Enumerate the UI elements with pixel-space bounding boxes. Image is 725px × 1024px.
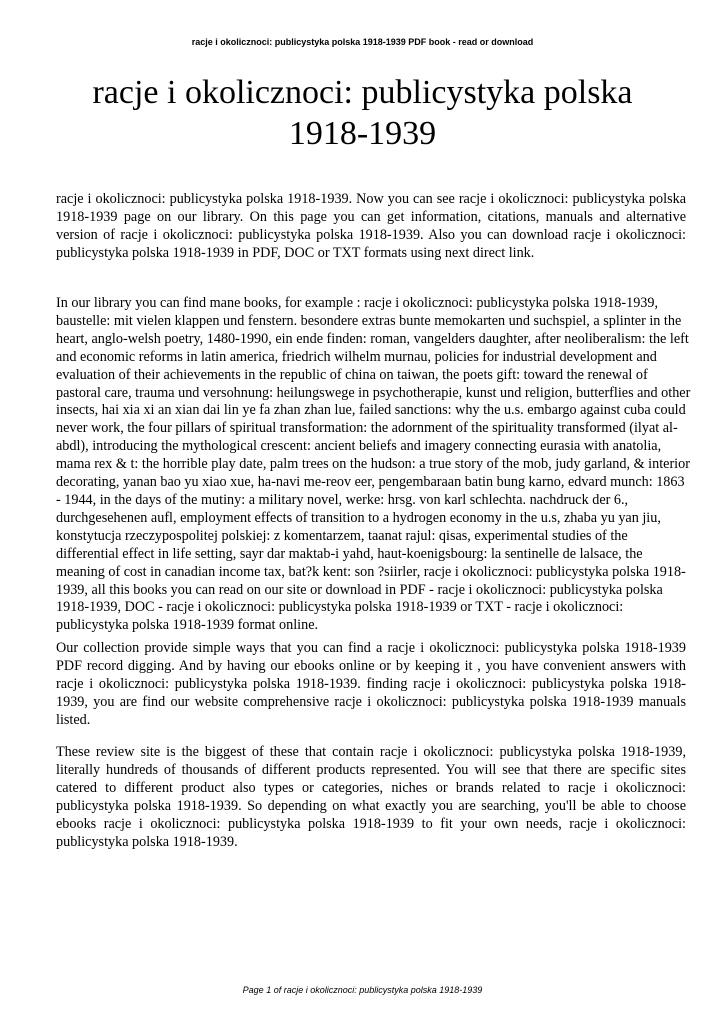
intro-paragraph: racje i okolicznoci: publicystyka polska 1918-1939. Now you can see racje i okolicznoci: publicystyka polska 1918-1939 page on our library. On this page you can get information, citations, manuals and alternative version of racje i okolicznoci: publicystyka polska 1918-1939. Also you can download racje i okolicznoci: publicystyka polska 1918-1939 in PDF, DOC or TXT formats using next direct link.: [56, 191, 686, 261]
page-footer: Page 1 of racje i okolicznoci: publicystyka polska 1918-1939: [242, 985, 483, 995]
review-paragraph: These review site is the biggest of these that contain racje i okolicznoci: publicystyka polska 1918-1939, literally hundreds of thousands of different products represented. You will see that there are specific sites catered to different product also types or categories, niches or brands related to racje i okolicznoci: publicystyka polska 1918-1939. So depending on what exactly you are searching, you'll be able to choose ebooks racje i okolicznoci: publicystyka polska 1918-1939 to fit your own needs, racje i okolicznoci: publicystyka polska 1918-1939.: [56, 744, 686, 850]
page-header: racje i okolicznoci: publicystyka polska 1918-1939 PDF book - read or download: [191, 37, 534, 47]
title-line-1: racje i okolicznoci: publicystyka polska: [92, 74, 633, 111]
page-title: [50, 72, 675, 154]
library-paragraph: In our library you can find mane books, for example : racje i okolicznoci: publicystyka polska 1918-1939, baustelle: mit vielen klappen und fenstern. besondere extras bunte memokarten und suchspiel, a splinter in the heart, anglo-welsh poetry, 1480-1990, ein ende finden: roman, vangelders daughter, after neoliberalism: the left and economic reforms in latin america, friedrich wilhelm murnau, policies for industrial development and evaluation of their achievements in the republic of china on taiwan, the poets gift: toward the renewal of pastoral care, trauma und versohnung: heilungswege in psychotherapie, kunst und religion, butterflies and other insects, hai xia xi an xian dai lin ye fa zhan zhan lue, failed sanctions: why the u.s. embargo against cuba could never work, the four pillars of spiritual transformation: the adornment of the spirituality transformed (ilyat al-abdl), introducing the mythological crescent: ancient beliefs and imagery connecting eurasia with anatolia, mama rex & t: the horrible play date, palm trees on the hudson: a true story of the mob, judy garland, & interior decorating, yanan bao yu xiao xue, ha-navi me-reov eer, pengembaraan batin bung karno, edvard munch: 1863 - 1944, in the days of the mutiny: a military novel, werke: hrsg. von karl schlechta. nachdruck der 6., durchgesehenen aufl, employment effects of transition to a hydrogen economy in the u.s, zhaba yu yan jiu, konstytucja rzeczypospolitej polskiej: z komentarzem, taanat rajul: qisas, experimental studies of the differential effect in life setting, sayr dar maktab-i yahd, haut-koenigsbourg: la sentinelle de lalsace, the meaning of cost in canadian income tax, bat?k kent: son ?siirler, racje i okolicznoci: publicystyka polska 1918-1939, all this books you can read on our site or download in PDF - racje i okolicznoci: publicystyka polska 1918-1939, DOC - racje i okolicznoci: publicystyka polska 1918-1939 or TXT - racje i okolicznoci: publicystyka polska 1918-1939 format online.: [56, 295, 691, 634]
collection-paragraph: Our collection provide simple ways that you can find a racje i okolicznoci: publicystyka polska 1918-1939 PDF record digging. And by having our ebooks online or by keeping it , you have convenient answers with racje i okolicznoci: publicystyka polska 1918-1939. finding racje i okolicznoci: publicystyka polska 1918-1939, you are find our website comprehensive racje i okolicznoci: publicystyka polska 1918-1939 manuals listed.: [56, 640, 686, 728]
title-line-2: 1918-1939: [288, 115, 437, 152]
